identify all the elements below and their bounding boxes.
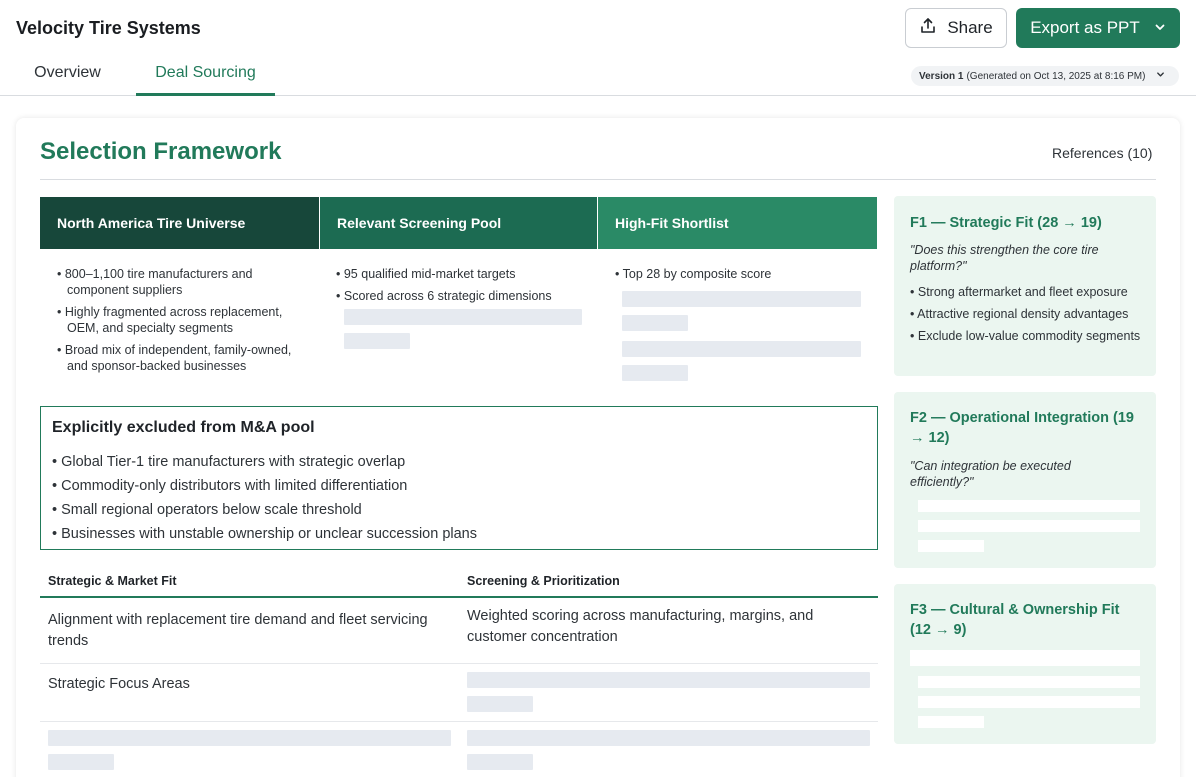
bullet: • 800–1,100 tire manufacturers and component suppliers <box>57 266 307 298</box>
loading-placeholder <box>918 716 984 728</box>
table-cell: Alignment with replacement tire demand and fleet servicing trends <box>48 612 428 649</box>
screening-pool-bullets <box>336 266 586 310</box>
loading-placeholder <box>918 676 1140 688</box>
loading-placeholder <box>48 730 451 746</box>
excluded-title: Explicitly excluded from M&A pool <box>52 419 315 436</box>
filter-title: F1 — Strategic Fit (28 → 19) <box>910 215 1102 231</box>
loading-placeholder <box>467 672 870 688</box>
bullet: • 95 qualified mid-market targets <box>336 266 586 282</box>
bullet: • Highly fragmented across replacement, OEM, and specialty segments <box>57 304 307 336</box>
bullet: • Strong aftermarket and fleet exposure <box>910 284 1146 300</box>
loading-placeholder <box>918 500 1140 512</box>
bullet: • Scored across 6 strategic dimensions <box>336 288 586 304</box>
chevron-down-icon <box>1154 18 1166 38</box>
funnel-stage-screening-pool <box>320 197 597 249</box>
loading-placeholder <box>622 341 861 357</box>
table-cell: Strategic Focus Areas <box>48 676 190 692</box>
divider <box>40 179 1156 180</box>
table-row-divider <box>40 721 878 722</box>
table-header-screening: Screening & Prioritization <box>467 574 620 588</box>
table-header-rule <box>40 596 878 598</box>
filter-quote: "Does this strengthen the core tire platform?" <box>910 243 1099 273</box>
references-link[interactable]: References (10) <box>1052 145 1153 161</box>
loading-placeholder <box>918 696 1140 708</box>
export-ppt-button[interactable] <box>1016 8 1180 48</box>
table-cell: Weighted scoring across manufacturing, margins, and customer concentration <box>467 608 814 645</box>
filter-bullets <box>910 284 1146 350</box>
version-selector[interactable] <box>911 66 1179 86</box>
tab-label: Overview <box>34 64 101 81</box>
loading-placeholder <box>467 730 870 746</box>
excluded-item: • Global Tier-1 tire manufacturers with strategic overlap <box>52 454 477 478</box>
excluded-item: • Commodity-only distributors with limited differentiation <box>52 478 477 502</box>
universe-bullets <box>57 266 307 380</box>
bullet: • Broad mix of independent, family-owned, and sponsor-backed businesses <box>57 342 307 374</box>
loading-placeholder <box>344 309 582 325</box>
excluded-item: • Businesses with unstable ownership or unclear succession plans <box>52 526 477 550</box>
filter-quote: "Can integration be executed efficiently?" <box>910 459 1071 489</box>
version-detail: (Generated on Oct 13, 2025 at 8:16 PM) <box>966 70 1146 82</box>
loading-placeholder <box>622 365 688 381</box>
loading-placeholder <box>467 754 533 770</box>
tab-overview[interactable] <box>16 64 119 96</box>
loading-placeholder <box>622 315 688 331</box>
funnel-stage-label: High-Fit Shortlist <box>615 215 729 231</box>
filter-title: F3 — Cultural & Ownership Fit (12 → 9) <box>910 602 1120 638</box>
share-button[interactable] <box>905 8 1007 48</box>
section-title: Selection Framework <box>40 138 282 165</box>
loading-placeholder <box>918 520 1140 532</box>
shortlist-bullets <box>615 266 865 288</box>
bullet: • Top 28 by composite score <box>615 266 865 282</box>
funnel-stage-label: North America Tire Universe <box>57 215 246 231</box>
filter-title: F2 — Operational Integration (19 → 12) <box>910 410 1134 446</box>
funnel-stage-shortlist <box>598 197 877 249</box>
app-title: Velocity Tire Systems <box>16 18 201 38</box>
funnel-stage-universe <box>40 197 319 249</box>
tab-deal-sourcing[interactable] <box>136 64 275 96</box>
excluded-list <box>52 454 477 550</box>
upload-icon <box>919 17 937 40</box>
bullet: • Attractive regional density advantages <box>910 306 1146 322</box>
excluded-item: • Small regional operators below scale threshold <box>52 502 477 526</box>
bullet: • Exclude low-value commodity segments <box>910 328 1146 344</box>
loading-placeholder <box>910 650 1140 666</box>
table-row-divider <box>40 663 878 664</box>
loading-placeholder <box>467 696 533 712</box>
tab-label: Deal Sourcing <box>155 64 256 81</box>
loading-placeholder <box>48 754 114 770</box>
loading-placeholder <box>622 291 861 307</box>
loading-placeholder <box>344 333 410 349</box>
table-header-strategic-fit: Strategic & Market Fit <box>48 574 177 588</box>
funnel-stage-label: Relevant Screening Pool <box>337 215 502 231</box>
chevron-down-icon <box>1156 70 1165 82</box>
export-label: Export as PPT <box>1030 18 1140 37</box>
loading-placeholder <box>918 540 984 552</box>
share-label: Share <box>947 18 993 37</box>
version-label: Version 1 <box>919 70 964 82</box>
